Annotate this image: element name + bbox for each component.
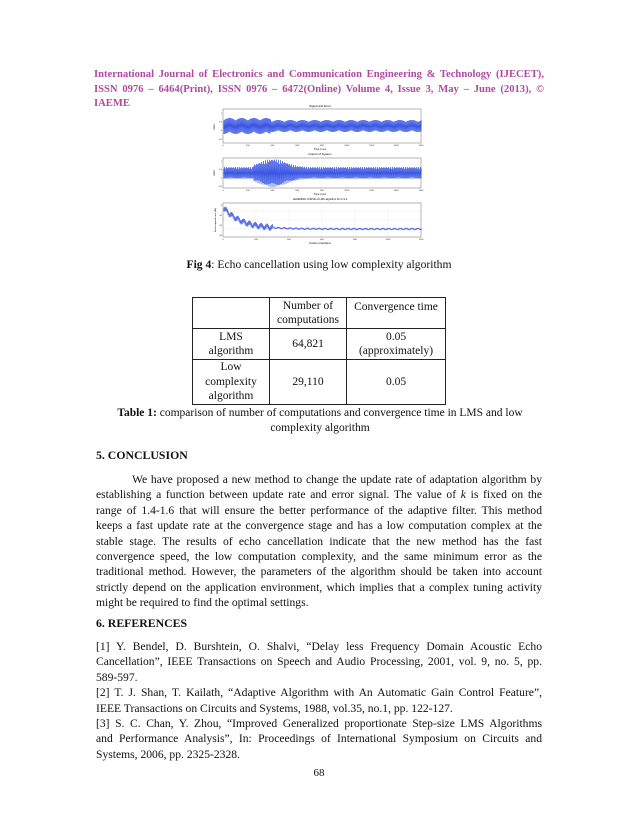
plot1-title: Signal and Error xyxy=(309,104,331,108)
plot3-xtick: 1200 xyxy=(418,239,424,241)
plot2-xtick: 200 xyxy=(245,190,250,192)
header-line: Number of xyxy=(282,299,334,312)
plot3-xtick: 400 xyxy=(287,239,291,241)
plot1-ytick: 0.5 xyxy=(218,121,222,124)
references-list xyxy=(96,639,542,762)
plot1-xtick: 400 xyxy=(270,145,275,147)
plot2-title: Output of System xyxy=(308,152,332,156)
table-header-empty xyxy=(193,298,270,329)
journal-header-line2: ISSN 0976 – 6464(Print), ISSN 0976 – 6472(Online) Volume 4, Issue 3, May – June (2013), © IAEME xyxy=(94,83,544,109)
row-time-line: (approximately) xyxy=(358,345,434,357)
conclusion-line: establishing a function between update rate and error signal. The value of k is fixed on the xyxy=(96,488,543,502)
conclusion-line: convergence speed, the low computation complexity, and the same minimum error as the xyxy=(96,550,542,564)
reference-line: [2] T. J. Shan, T. Kailath, “Adaptive Algorithm with An Automatic Gain Control Feature”, xyxy=(96,686,542,700)
plot2-xtick: 0 xyxy=(222,190,224,192)
plot1-xtick: 0 xyxy=(222,145,224,147)
row-name-cell xyxy=(193,360,270,405)
plot1-xtick: 1200 xyxy=(369,145,374,147)
echo-cancellation-figure xyxy=(213,103,427,245)
plot2-xtick: 1000 xyxy=(344,190,350,192)
table-row xyxy=(193,329,446,360)
conclusion-paragraph xyxy=(96,472,542,611)
plot3-title: LEARNING CURVE of LMS algorithm for u=1.0 xyxy=(292,198,348,201)
plot3-xtick: 600 xyxy=(320,239,324,241)
conclusion-line: traditional method. However, the parameters of the algorithm should be taken into account xyxy=(96,565,542,579)
plot1-ytick: 1 xyxy=(220,112,222,115)
conclusion-line: might be required to find the optimal settings. xyxy=(96,596,309,610)
figure-svg xyxy=(213,103,427,245)
row-time-line: 0.05 xyxy=(385,330,407,343)
variable-k: k xyxy=(460,488,466,502)
plot3-ytick: 0 xyxy=(220,204,222,207)
conclusion-line: stable stage. The results of echo cancellation indicate that the new method has the fast xyxy=(96,534,542,548)
plot3-xtick: 1000 xyxy=(385,239,391,241)
reference-line: Cancellation”, IEEE Transactions on Speech and Audio Processing, 2001, vol. 9, no. 5, pp. xyxy=(96,655,542,669)
row-name-line: complexity xyxy=(205,375,257,388)
plot3-xtick: 0 xyxy=(222,239,224,241)
conclusion-title: 5. CONCLUSION xyxy=(96,448,188,462)
reference-line: and Performance Analysis”, In: Proceedings of International Symposium on Circuits and xyxy=(96,732,542,746)
reference-line: [1] Y. Bendel, D. Burshtein, O. Shalvi, “Delay less Frequency Domain Acoustic Echo xyxy=(96,640,542,653)
plot1-ytick: 0 xyxy=(220,130,222,133)
table-header-row xyxy=(193,298,446,329)
plot3-xtick: 200 xyxy=(254,239,258,241)
row-time-cell xyxy=(347,360,446,405)
plot3-ytick: -20 xyxy=(218,224,222,227)
row-name-line: LMS xyxy=(219,330,243,343)
plot2-ytick: 0.5 xyxy=(218,169,222,172)
plot2-ytick: 0 xyxy=(220,177,222,180)
plot1-xtick: 1600 xyxy=(418,145,424,147)
plot2-xtick: 800 xyxy=(320,190,324,192)
reference-line: [3] S. C. Chan, Y. Zhou, “Improved Generalized proportionate Step-size LMS Algorithms xyxy=(96,717,542,731)
header-line: Convergence time xyxy=(354,301,438,313)
reference-line: 589-597. xyxy=(96,670,138,684)
table-row xyxy=(193,360,446,405)
row-time-cell xyxy=(347,329,446,360)
row-name-line: algorithm xyxy=(208,345,254,357)
figure-caption-label: Fig 4 xyxy=(186,258,212,271)
conclusion-line: We have proposed a new method to change the update rate of adaptation algorithm by xyxy=(132,473,542,486)
plot3-ytick: -10 xyxy=(218,214,222,217)
table-caption-label: Table 1: xyxy=(117,407,157,419)
references-title: 6. REFERENCES xyxy=(96,616,188,630)
reference-line: IEEE Transactions on Circuits and Systems, 1988, vol.35, no.1, pp. 122-127. xyxy=(96,701,453,715)
conclusion-line: keeps a fast update rate at the convergence stage and has a low computation complex at the xyxy=(96,519,542,533)
plot1-ytick: -0.5 xyxy=(218,138,222,141)
page-number: 68 xyxy=(313,767,325,779)
comparison-table xyxy=(192,297,446,405)
plot2-xtick: 1200 xyxy=(369,190,374,192)
conclusion-line: strictly depend on the application environment, which implies that a complex tuning activity xyxy=(96,580,542,594)
plot1-xtick: 600 xyxy=(295,145,300,147)
plot2-xtick: 1400 xyxy=(393,190,399,192)
table-header-convergence xyxy=(347,298,446,329)
plot1-xtick: 1000 xyxy=(344,145,350,147)
plot3-ytick: -30 xyxy=(218,234,222,237)
figure-caption-text: : Echo cancellation using low complexity algorithm xyxy=(211,258,452,271)
plot1-xtick: 800 xyxy=(320,145,324,147)
plot2-ytick: 1 xyxy=(220,160,222,163)
plot2-ytick: -0.5 xyxy=(218,185,222,188)
table-caption xyxy=(100,406,540,436)
plot2-ylabel: Error xyxy=(213,170,216,176)
row-computations-cell: 64,821 xyxy=(270,329,347,360)
plot2-xlabel: Time in sec xyxy=(313,193,327,196)
row-name-cell xyxy=(193,329,270,360)
plot2-xtick: 400 xyxy=(270,190,275,192)
plot1-xtick: 1400 xyxy=(393,145,399,147)
plot3-ylabel: Mean squared error (dB) xyxy=(215,208,217,232)
plot1-ylabel: Error xyxy=(213,124,216,130)
plot3-xlabel: Number of iterations xyxy=(309,242,331,245)
figure-caption xyxy=(0,258,638,271)
row-computations-cell: 29,110 xyxy=(270,360,347,405)
plot1-xlabel: Time in sec xyxy=(313,148,327,151)
table-header-computations xyxy=(270,298,347,329)
row-name-line: algorithm xyxy=(208,390,254,403)
table-caption-line2: complexity algorithm xyxy=(270,422,370,434)
row-name-line: Low xyxy=(220,361,242,374)
journal-header-line1: International Journal of Electronics and Communication Engineering & Technology (IJECET), xyxy=(94,69,544,80)
row-time-line: 0.05 xyxy=(385,375,407,388)
plot2-xtick: 600 xyxy=(295,190,300,192)
conclusion-line: range of 1.4-1.6 that will ensure the better performance of the adaptive filter. This method xyxy=(96,503,542,517)
plot3-xtick: 800 xyxy=(353,239,357,241)
header-line: computations xyxy=(277,314,339,326)
table-caption-line1: comparison of number of computations and convergence time in LMS and low xyxy=(156,407,523,419)
plot1-xtick: 200 xyxy=(245,145,250,147)
plot2-xtick: 1600 xyxy=(418,190,424,192)
reference-line: Systems, 2006, pp. 2325-2328. xyxy=(96,747,240,761)
